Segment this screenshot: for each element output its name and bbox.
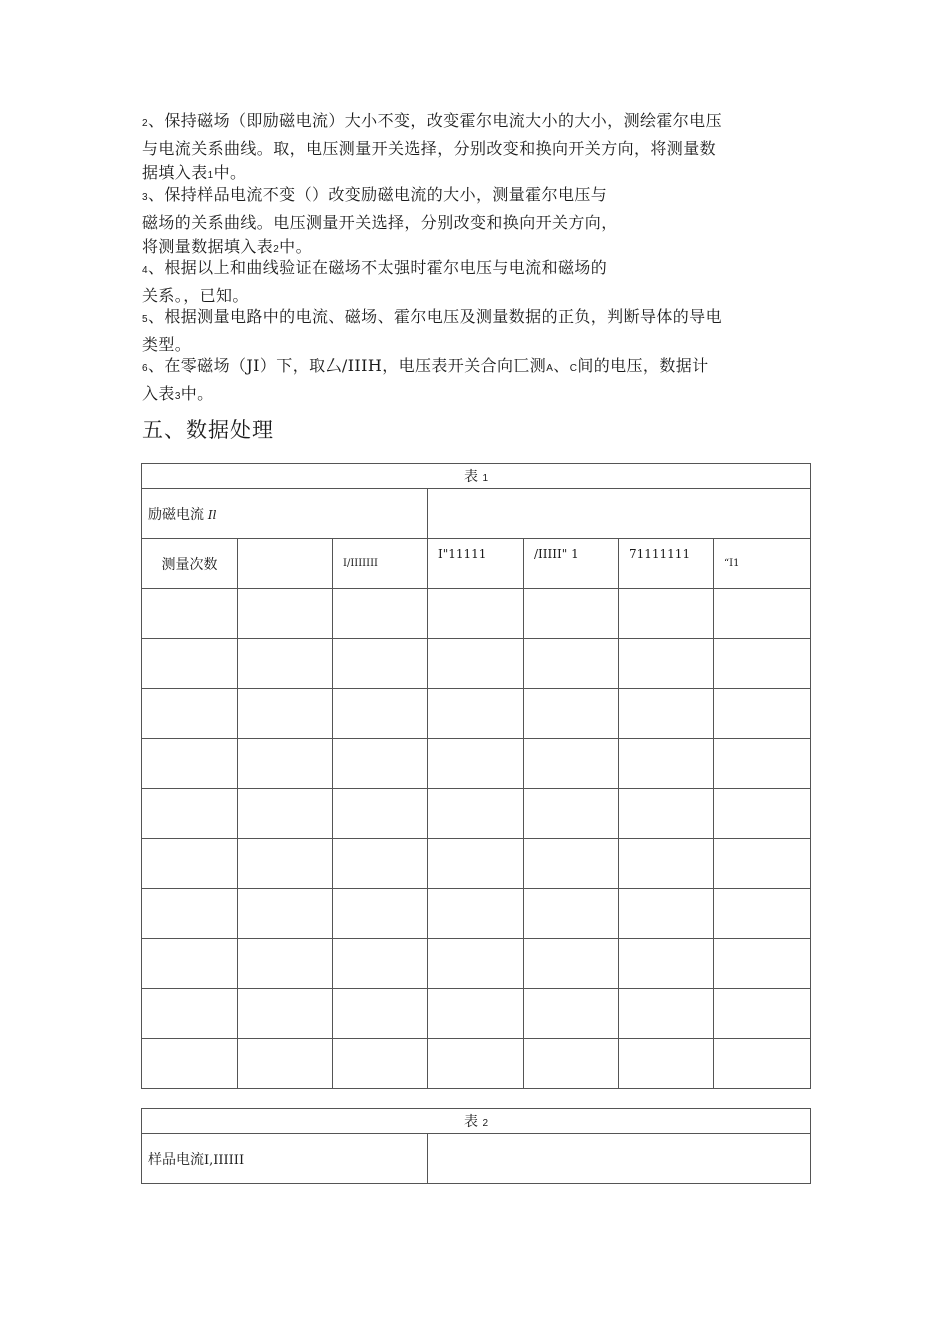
step-2-line-2: 与电流关系曲线。取，电压测量开关选择，分别改变和换向开关方向，将测量数 bbox=[142, 138, 717, 158]
section-title: 五、数据处理 bbox=[142, 418, 274, 442]
table-cell[interactable] bbox=[238, 589, 333, 639]
table-cell[interactable] bbox=[428, 789, 524, 839]
step-2-line-3: 据填入表1中。 bbox=[142, 163, 247, 182]
table-cell[interactable] bbox=[428, 739, 524, 789]
table-row bbox=[142, 939, 811, 989]
table-cell[interactable] bbox=[619, 1039, 714, 1089]
table-1-header-3: I"11111 bbox=[428, 539, 524, 589]
table-row bbox=[142, 1039, 811, 1089]
table-row bbox=[142, 639, 811, 689]
step-6-line-2: 入表3中。 bbox=[142, 383, 214, 403]
sample-current-label: 样品电流I,IIIIII bbox=[142, 1134, 428, 1184]
table-cell[interactable] bbox=[333, 789, 428, 839]
table-cell[interactable] bbox=[524, 739, 619, 789]
table-cell[interactable] bbox=[142, 989, 238, 1039]
table-cell[interactable] bbox=[142, 589, 238, 639]
table-cell[interactable] bbox=[428, 839, 524, 889]
step-5-line-2: 类型。 bbox=[142, 334, 192, 354]
table-row bbox=[142, 739, 811, 789]
table-cell[interactable] bbox=[142, 789, 238, 839]
table-cell[interactable] bbox=[142, 889, 238, 939]
table-1 bbox=[141, 463, 811, 1089]
table-cell[interactable] bbox=[238, 739, 333, 789]
table-row bbox=[142, 689, 811, 739]
table-cell[interactable] bbox=[142, 939, 238, 989]
table-cell[interactable] bbox=[333, 739, 428, 789]
table-cell[interactable] bbox=[714, 739, 811, 789]
excitation-current-value[interactable] bbox=[428, 489, 811, 539]
table-row bbox=[142, 789, 811, 839]
table-cell[interactable] bbox=[333, 939, 428, 989]
table-cell[interactable] bbox=[333, 589, 428, 639]
table-1-caption: 表 1 bbox=[142, 464, 811, 489]
table-cell[interactable] bbox=[428, 939, 524, 989]
step-2 bbox=[142, 109, 812, 189]
table-1-header-5: 71111111 bbox=[619, 539, 714, 589]
table-cell[interactable] bbox=[619, 639, 714, 689]
table-cell[interactable] bbox=[238, 939, 333, 989]
table-cell[interactable] bbox=[428, 889, 524, 939]
table-cell[interactable] bbox=[714, 939, 811, 989]
table-cell[interactable] bbox=[524, 889, 619, 939]
table-cell[interactable] bbox=[619, 839, 714, 889]
table-cell[interactable] bbox=[714, 789, 811, 839]
step-3-line-1: 3、保持样品电流不变（）改变励磁电流的大小，测量霍尔电压与 bbox=[142, 185, 608, 204]
table-cell[interactable] bbox=[619, 989, 714, 1039]
table-cell[interactable] bbox=[142, 739, 238, 789]
table-cell[interactable] bbox=[524, 839, 619, 889]
measure-count-header: 测量次数 bbox=[142, 539, 238, 589]
table-2 bbox=[141, 1108, 811, 1184]
table-row bbox=[142, 889, 811, 939]
table-1-header-1 bbox=[238, 539, 333, 589]
table-cell[interactable] bbox=[333, 839, 428, 889]
table-cell[interactable] bbox=[428, 589, 524, 639]
table-cell[interactable] bbox=[428, 1039, 524, 1089]
table-cell[interactable] bbox=[714, 1039, 811, 1089]
table-1-header-6: “I1 bbox=[714, 539, 811, 589]
table-cell[interactable] bbox=[619, 939, 714, 989]
step-5-line-1: 5、根据测量电路中的电流、磁场、霍尔电压及测量数据的正负，判断导体的导电 bbox=[142, 307, 722, 326]
table-cell[interactable] bbox=[428, 689, 524, 739]
step-3-line-3: 将测量数据填入表2中。 bbox=[142, 237, 312, 256]
table-1-body bbox=[142, 589, 811, 1089]
table-cell[interactable] bbox=[238, 989, 333, 1039]
table-cell[interactable] bbox=[619, 689, 714, 739]
table-cell[interactable] bbox=[238, 839, 333, 889]
table-cell[interactable] bbox=[333, 889, 428, 939]
table-cell[interactable] bbox=[428, 639, 524, 689]
excitation-current-label: 励磁电流 Il bbox=[142, 489, 428, 539]
table-row bbox=[142, 839, 811, 889]
table-cell[interactable] bbox=[524, 989, 619, 1039]
table-cell[interactable] bbox=[714, 989, 811, 1039]
table-1-header-4: /IIIII" 1 bbox=[524, 539, 619, 589]
table-cell[interactable] bbox=[333, 689, 428, 739]
step-4-line-1: 4、根据以上和曲线验证在磁场不太强时霍尔电压与电流和磁场的 bbox=[142, 258, 608, 277]
table-row bbox=[142, 989, 811, 1039]
table-cell[interactable] bbox=[714, 839, 811, 889]
table-cell[interactable] bbox=[142, 639, 238, 689]
table-cell[interactable] bbox=[524, 789, 619, 839]
sample-current-value[interactable] bbox=[428, 1134, 811, 1184]
table-cell[interactable] bbox=[619, 739, 714, 789]
table-row bbox=[142, 589, 811, 639]
step-3 bbox=[142, 183, 812, 263]
step-2-line-1: 2、保持磁场（即励磁电流）大小不变，改变霍尔电流大小的大小，测绘霍尔电压 bbox=[142, 111, 722, 130]
table-cell[interactable] bbox=[238, 889, 333, 939]
table-cell[interactable] bbox=[524, 939, 619, 989]
table-cell[interactable] bbox=[238, 789, 333, 839]
table-cell[interactable] bbox=[524, 589, 619, 639]
table-cell[interactable] bbox=[333, 989, 428, 1039]
table-cell[interactable] bbox=[714, 689, 811, 739]
table-1-header-2: I/IIIIIII bbox=[333, 539, 428, 589]
table-cell[interactable] bbox=[333, 1039, 428, 1089]
table-cell[interactable] bbox=[142, 689, 238, 739]
step-6-line-1: 6、在零磁场（JI）下，取厶/IIIH，电压表开关合向匸测A、C间的电压，数据计 bbox=[142, 356, 709, 375]
table-cell[interactable] bbox=[619, 589, 714, 639]
table-cell[interactable] bbox=[714, 589, 811, 639]
table-cell[interactable] bbox=[714, 889, 811, 939]
table-cell[interactable] bbox=[714, 639, 811, 689]
step-3-line-2: 磁场的关系曲线。电压测量开关选择，分别改变和换向开关方向， bbox=[142, 212, 618, 232]
table-2-caption: 表 2 bbox=[142, 1109, 811, 1134]
table-cell[interactable] bbox=[524, 639, 619, 689]
step-4-line-2: 关系。，已知。 bbox=[142, 285, 249, 305]
table-cell[interactable] bbox=[428, 989, 524, 1039]
table-cell[interactable] bbox=[619, 789, 714, 839]
step-5 bbox=[142, 305, 812, 357]
table-cell[interactable] bbox=[238, 1039, 333, 1089]
table-cell[interactable] bbox=[238, 689, 333, 739]
table-cell[interactable] bbox=[619, 889, 714, 939]
table-cell[interactable] bbox=[524, 689, 619, 739]
step-4 bbox=[142, 256, 812, 308]
table-cell[interactable] bbox=[238, 639, 333, 689]
table-cell[interactable] bbox=[333, 639, 428, 689]
step-6 bbox=[142, 354, 812, 409]
table-cell[interactable] bbox=[142, 839, 238, 889]
table-cell[interactable] bbox=[524, 1039, 619, 1089]
table-cell[interactable] bbox=[142, 1039, 238, 1089]
